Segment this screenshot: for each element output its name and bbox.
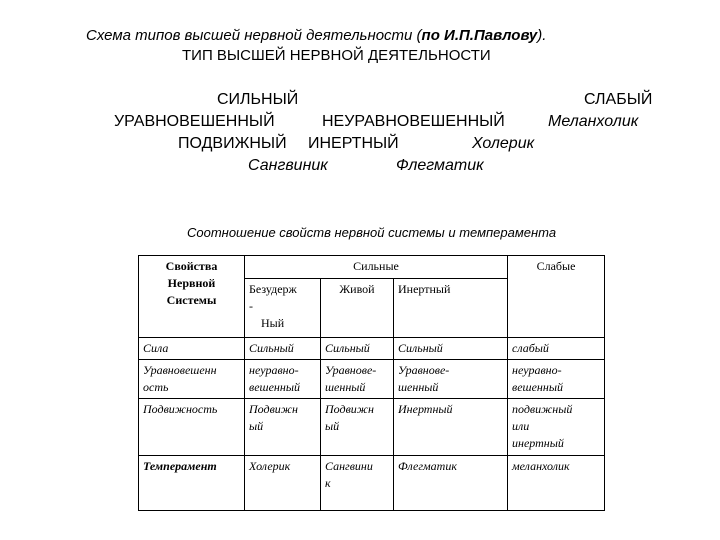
table-cell (508, 338, 605, 360)
scheme-phlegmatic: Флегматик (396, 157, 484, 174)
group-strong-label: Сильные (353, 259, 399, 273)
cell-line: Сильный (325, 341, 370, 355)
sub-lively-cell (321, 279, 394, 338)
cell-line: инертный (512, 436, 564, 450)
cell-line: Сильный (249, 341, 294, 355)
cell-line: ый (249, 419, 264, 433)
cell-line: Флегматик (398, 459, 457, 473)
sub-lively-label: Живой (339, 282, 375, 296)
cell-line: Инертный (398, 402, 453, 416)
table-cell (508, 399, 605, 456)
corner-line: Системы (166, 293, 217, 307)
cell-line: Сила (143, 341, 169, 355)
sub-line: Безудерж (249, 282, 297, 296)
scheme-melancholic: Меланхолик (548, 113, 639, 130)
sub-unrestrained-cell (245, 279, 321, 338)
cell-line: Подвижн (325, 402, 374, 416)
group-strong-header (245, 256, 508, 279)
table-cell (508, 456, 605, 511)
heading-line1 (86, 28, 546, 43)
scheme-sanguine: Сангвиник (248, 157, 328, 174)
sub-inert-cell (394, 279, 508, 338)
cell-line: Сангвини (325, 459, 373, 473)
corner-line: Нервной (167, 276, 216, 290)
heading-line2: ТИП ВЫСШЕЙ НЕРВНОЙ ДЕЯТЕЛЬНОСТИ (182, 47, 491, 64)
cell-line: вешенный (249, 380, 300, 394)
cell-line: ый (325, 419, 340, 433)
table-cell (394, 456, 508, 511)
row-label-cell (139, 399, 245, 456)
table-cell (321, 360, 394, 399)
cell-line: шенный (398, 380, 439, 394)
table-cell (245, 360, 321, 399)
cell-line: Холерик (249, 459, 291, 473)
sub-line: Ный (261, 316, 285, 330)
heading-author: по И.П.Павлову (421, 27, 538, 44)
cell-line: вешенный (512, 380, 563, 394)
table-cell (394, 338, 508, 360)
table-row (139, 399, 605, 456)
table-cell (321, 456, 394, 511)
scheme-unbalanced: НЕУРАВНОВЕШЕННЫЙ (322, 113, 505, 130)
sub-inert-label: Инертный (398, 282, 451, 296)
table-cell (321, 338, 394, 360)
scheme-inert: ИНЕРТНЫЙ (308, 135, 399, 152)
heading-prefix: Схема типов высшей нервной деятельности ( (86, 27, 422, 44)
row-label-cell (139, 360, 245, 399)
properties-table (138, 255, 605, 511)
cell-line: или (512, 419, 530, 433)
table-caption: Соотношение свойств нервной системы и темперамента (187, 225, 557, 240)
group-weak-label: Слабые (536, 259, 576, 273)
cell-line: шенный (325, 380, 366, 394)
group-weak-header (508, 256, 605, 338)
scheme-strong: СИЛЬНЫЙ (217, 91, 299, 108)
sub-line: - (249, 299, 253, 313)
table-row (139, 338, 605, 360)
cell-line: неуравно- (249, 363, 299, 377)
scheme-balanced: УРАВНОВЕШЕННЫЙ (114, 113, 275, 130)
scheme-mobile: ПОДВИЖНЫЙ (178, 135, 287, 152)
heading-suffix: ). (537, 27, 547, 44)
cell-line: Уравнове- (398, 363, 450, 377)
cell-line: Подвижность (143, 402, 218, 416)
table-row (139, 360, 605, 399)
cell-line: Подвижн (249, 402, 298, 416)
table-cell (394, 360, 508, 399)
cell-line: меланхолик (512, 459, 570, 473)
scheme-choleric: Холерик (472, 135, 535, 152)
table-row (139, 456, 605, 511)
table-cell (394, 399, 508, 456)
row-label-cell (139, 338, 245, 360)
cell-line: Темперамент (143, 459, 217, 473)
corner-header-cell (139, 256, 245, 338)
table-cell (245, 399, 321, 456)
cell-line: Сильный (398, 341, 443, 355)
scheme-weak: СЛАБЫЙ (584, 91, 653, 108)
cell-line: Уравнове- (325, 363, 377, 377)
table-cell (508, 360, 605, 399)
table-cell (321, 399, 394, 456)
cell-line: неуравно- (512, 363, 562, 377)
corner-line: Свойства (165, 259, 218, 273)
cell-line: Уравновешенн (143, 363, 217, 377)
table-cell (245, 456, 321, 511)
cell-line: к (325, 476, 331, 490)
table-cell (245, 338, 321, 360)
cell-line: слабый (512, 341, 549, 355)
cell-line: ость (143, 380, 169, 394)
row-label-cell (139, 456, 245, 511)
cell-line: подвижный (512, 402, 573, 416)
table-header-row (139, 256, 605, 279)
